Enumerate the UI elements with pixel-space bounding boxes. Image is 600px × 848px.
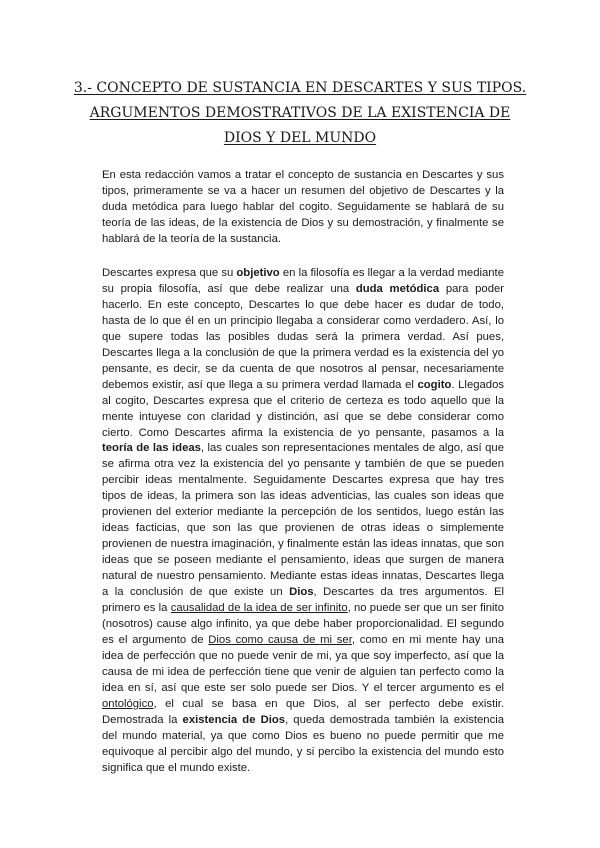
underlined-term-ontologico: ontológico bbox=[102, 697, 154, 710]
underlined-term-dios-causa: Dios como causa de mi ser bbox=[208, 633, 352, 646]
body-paragraph bbox=[102, 266, 504, 777]
title-line-2: ARGUMENTOS DEMOSTRATIVOS DE LA EXISTENCIA DE bbox=[89, 105, 511, 121]
body-text: , como en mi mente hay una idea de perfección que no puede venir de mi, ya que soy imperfecto, así que la causa de mi idea de perfección tiene que venir de alguien tan perfecto como la idea en sí, así que este ser solo puede ser Dios. Y el tercer argumento es el bbox=[102, 633, 504, 694]
body-text: , Descartes da tres argumentos. El primero es la bbox=[102, 586, 504, 615]
body-text: , las cuales son representaciones mentales de algo, así que se afirma otra vez la existencia del yo pensante y también de que se pueden percibir ideas mentalmente. Seguidamente Descartes expresa que hay tres tipos de ideas, la primera son las ideas adventicias, las cuales son ideas que provienen del exterior mediante la percepción de los sentidos, luego están las ideas facticias, que son las que provienen de otras ideas o simplemente provienen de nuestra imaginación, y finalmente están las ideas innatas, que son ideas que se poseen mediante el pensamiento, ideas que surgen de manera natural de nuestro pensamiento. Mediante estas ideas innatas, Descartes llega a la conclusión de que existe un bbox=[102, 442, 504, 599]
bold-term-cogito: cogito bbox=[417, 378, 452, 391]
bold-term-teoria-ideas: teoría de las ideas bbox=[102, 442, 201, 455]
body-text: Descartes expresa que su bbox=[102, 267, 237, 279]
body-text: para poder hacerlo. En este concepto, Descartes lo que debe hacer es dudar de todo, hasta de lo que él en un principio llegaba a considerar como verdadero. Así, lo que supere todas las posibles dudas será la primera verdad. Así pues, Descartes llega a la conclusión de que la primera verdad es la existencia del yo pensante, es decir, se da cuenta de que nosotros al pensar, necesariamente debemos existir, así que llega a su primera verdad llamada el bbox=[102, 282, 505, 391]
underlined-term-causalidad: causalidad de la idea de ser infinito bbox=[170, 602, 348, 615]
title-line-1: 3.- CONCEPTO DE SUSTANCIA EN DESCARTES Y SUS TIPOS. bbox=[73, 80, 527, 96]
body-text: , queda demostrada también la existencia del mundo material, ya que como Dios es bueno no puede permitir que me equivoque al percibir algo del mundo, y si percibo la existencia del mundo esto significa que el mundo existe. bbox=[102, 713, 505, 774]
body-text: , el cual se basa en que Dios, al ser perfecto debe existir. Demostrada la bbox=[102, 697, 504, 726]
bold-term-existencia-dios: existencia de Dios bbox=[182, 713, 286, 726]
title-line-3: DIOS Y DEL MUNDO bbox=[223, 130, 377, 146]
intro-paragraph: En esta redacción vamos a tratar el concepto de sustancia en Descartes y sus tipos, primeramente se va a hacer un resumen del objetivo de Descartes y la duda metódica para luego hablar del cogito. Seguidamente se hablará de su teoría de las ideas, de la existencia de Dios y su demostración, y finalmente se hablará de la teoría de la sustancia. bbox=[102, 169, 504, 245]
document-title bbox=[60, 76, 540, 151]
body-text: . Llegados al cogito, Descartes expresa que el criterio de certeza es todo aquello que la mente intuyese con claridad y distinción, así que se debe considerar como cierto. Como Descartes afirma la existencia de yo pensante, pasamos a la bbox=[102, 378, 505, 439]
bold-term-dios: Dios bbox=[289, 586, 314, 599]
body-text: en la filosofía es llegar a la verdad mediante su propia filosofía, así que debe realizar una bbox=[102, 267, 504, 295]
bold-term-duda-metodica: duda metódica bbox=[355, 282, 440, 295]
body-text: , no puede ser que un ser finito (nosotros) cause algo infinito, ya que debe haber proporcionalidad. El segundo es el argumento de bbox=[102, 602, 504, 646]
bold-term-objetivo: objetivo bbox=[236, 267, 280, 279]
